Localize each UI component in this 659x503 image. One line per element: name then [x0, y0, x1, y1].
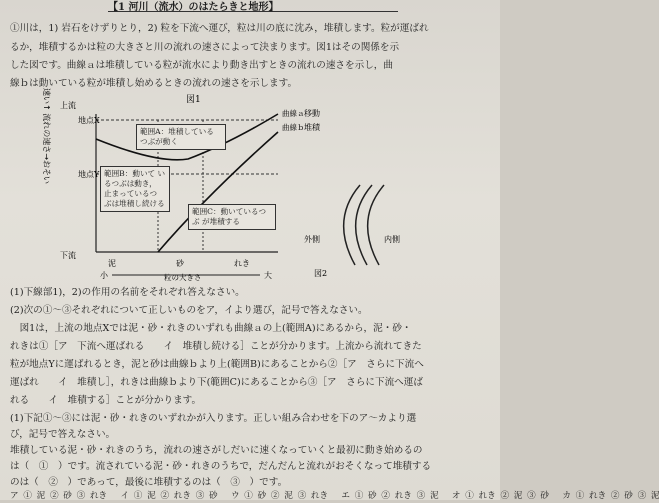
x-caption: 粒の大きさ — [164, 273, 202, 282]
x-label-sand: 砂 — [176, 259, 184, 268]
figure-2-river-bend — [300, 180, 420, 280]
question-line: (1)下記①～③には泥・砂・れきのいずれかが入ります。正しい組み合わせを下のア～カより選 — [10, 413, 417, 424]
intro-line: ①川は，1) 岩石をけずりとり，2) 粒を下流へ運び，粒は川の底に沈み，堆積します。粒が運ばれ — [10, 23, 429, 34]
choice-ka[interactable]: カ ① れき ② 砂 ③ 泥 — [562, 491, 659, 501]
x-label-mud: 泥 — [108, 259, 116, 268]
question-line: 運ばれ イ 堆積し］，れきは曲線ｂより下(範囲C)にあることから③［ア さらに下流へ運ば — [10, 377, 423, 388]
question-line: は（ ① ）です。流されている泥・砂・れきのうちで，だんだんと流れがおそくなって堆積する — [10, 461, 432, 472]
choice-a[interactable]: ア ① 泥 ② 砂 ③ れき — [10, 491, 108, 501]
curve-b-label: 曲線ｂ — [282, 123, 305, 132]
bottom-label: 下流 — [60, 251, 76, 260]
x-large-label: 大 — [264, 271, 272, 280]
range-c-box: 範囲C：動いているつぶ が堆積する — [188, 204, 276, 230]
bend-line-1 — [344, 185, 360, 265]
curve-b — [158, 132, 278, 252]
figure-2 — [300, 180, 420, 280]
point-x-label: 地点X — [78, 116, 100, 125]
question-line: れきは①［ア 下流へ運ばれる イ 堆積し続ける］ことが分かります。上流から流れてきた — [10, 341, 422, 352]
range-a-box: 範囲A：堆積している つぶが動く — [136, 124, 226, 150]
bend-line-2 — [356, 185, 372, 265]
choice-u[interactable]: ウ ① 砂 ② 泥 ③ れき — [230, 491, 329, 501]
bend-line-3 — [368, 185, 384, 265]
intro-line: した図です。曲線ａは堆積している粒が流水により動き出すときの流れの速さを示し，曲 — [10, 60, 393, 71]
choices-row — [10, 490, 659, 503]
question-line: び，記号で答えなさい。 — [10, 429, 116, 440]
curve-a-handwritten: 移動 — [304, 109, 320, 118]
question-line: (2)次の①～③それぞれについて正しいものをア，イより選び，記号で答えなさい。 — [10, 305, 368, 316]
choice-i[interactable]: イ ① 泥 ② れき ③ 砂 — [120, 491, 218, 501]
range-b-box: 範囲B：動いて いるつぶは動き， 止まっているつ ぶは堆積し続ける — [100, 166, 170, 212]
figure-1 — [38, 88, 338, 284]
question-line: 図1は，上流の地点Xでは泥・砂・れきのいずれも曲線ａの上(範囲A)にあるから，泥・砂・ — [10, 323, 412, 334]
choice-o[interactable]: オ ① れき ② 泥 ③ 砂 — [451, 491, 550, 501]
question-line: のは（ ② ）であって，最後に堆積するのは（ ③ ）です。 — [10, 477, 288, 488]
intro-line: 線ｂは動いている粒が堆積し始めるときの流れの速さを示します。 — [10, 78, 298, 89]
question-line: 粒が地点Yに運ばれるとき，泥と砂は曲線ｂより上(範囲B)にあることから②［ア さらに下流へ — [10, 359, 424, 370]
top-label: 上流 — [60, 101, 76, 110]
question-line: 堆積している泥・砂・れきのうち，流れの速さがしだいに速くなっていくと最初に動き始めるの — [10, 445, 423, 456]
section-title: 【1 河川（流水）のはたらきと地形】 — [108, 0, 398, 12]
curve-a-label: 曲線ａ — [282, 109, 305, 118]
outer-label: 外側 — [304, 235, 320, 244]
figure-2-caption: 図2 — [314, 269, 328, 278]
question-line: (1)下線部1)，2)の作用の名前をそれぞれ答えなさい。 — [10, 287, 245, 298]
x-label-gravel: れき — [234, 259, 250, 268]
choice-e[interactable]: エ ① 砂 ② れき ③ 泥 — [341, 491, 439, 501]
curve-b-handwritten: 堆積 — [304, 123, 320, 132]
point-y-label: 地点Y — [78, 170, 100, 179]
inner-label: 内側 — [384, 235, 400, 244]
speed-axis-handwritten: 速い↑ 流れの速さ→おそい — [42, 88, 51, 184]
figure-1-caption: 図1 — [186, 95, 201, 105]
question-line: れる イ 堆積する］ことが分かります。 — [10, 395, 202, 406]
intro-line: るか，堆積するかは粒の大きさと川の流れの速さによって決まります。図1はその関係を示 — [10, 42, 400, 53]
x-small-label: 小 — [100, 271, 108, 280]
